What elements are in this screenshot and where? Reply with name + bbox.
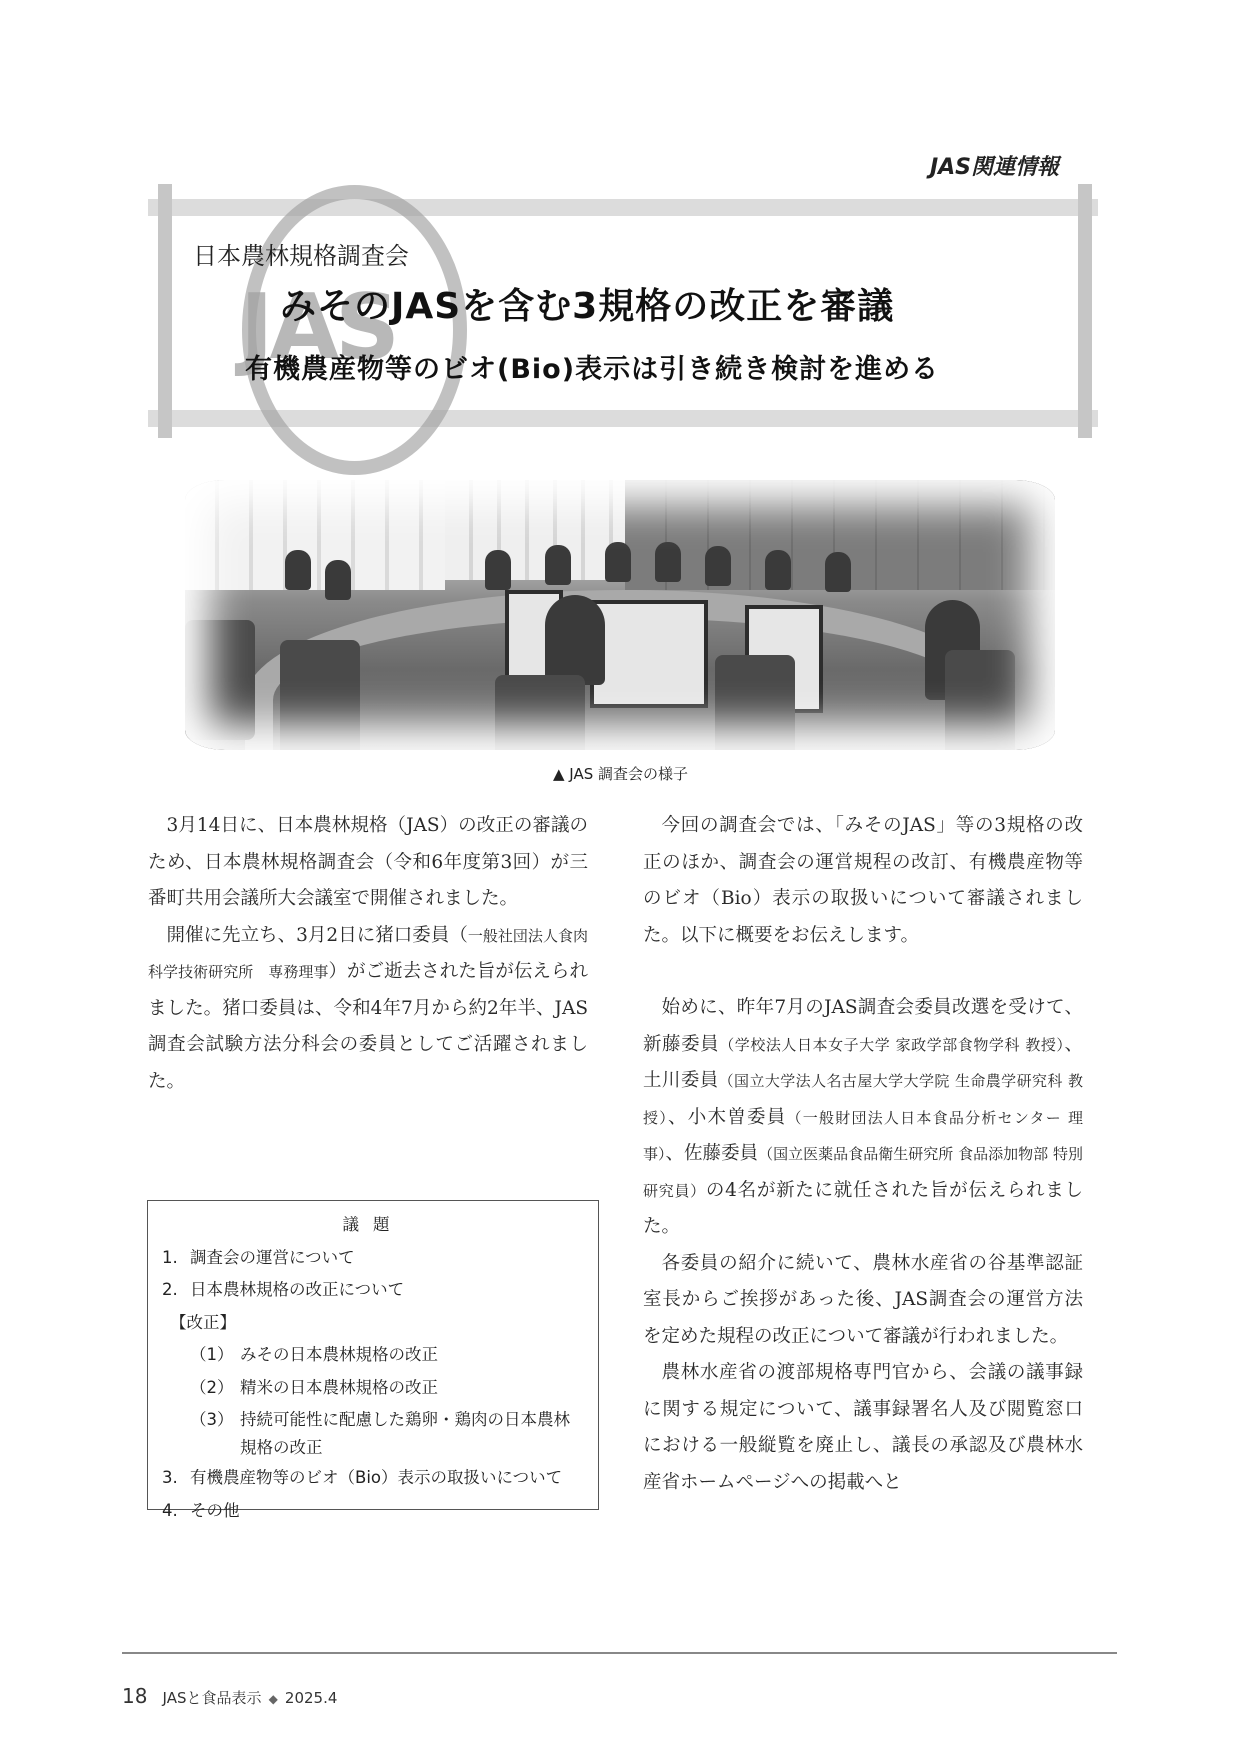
publication-name: JASと食品表示: [162, 1689, 262, 1707]
paragraph-text: 、小木曽委員: [668, 1106, 787, 1128]
agenda-item-text: 有機農産物等のビオ（Bio）表示の取扱いについて: [190, 1468, 563, 1487]
agenda-subitem-text: 持続可能性に配慮した鶏卵・鶏肉の日本農林規格の改正: [240, 1410, 570, 1457]
paragraph: 3月14日に、日本農林規格（JAS）の改正の審議のため、日本農林規格調査会（令和6年度第3回）が三番町共用会議所大会議室で開催されました。: [148, 815, 588, 909]
agenda-item: [162, 1242, 584, 1275]
agenda-box: [147, 1200, 599, 1520]
photo-caption: [0, 763, 1241, 784]
agenda-subitem-number: （1）: [190, 1345, 234, 1364]
paragraph-text: 開催に先立ち、3月2日に猪口委員（: [166, 924, 468, 946]
page-footer: [122, 1684, 337, 1708]
affiliation-note: （国立大学法人名古屋大学大学院 生命農学研究科 教授）: [643, 1072, 1083, 1127]
paragraph: 今回の調査会では、「みそのJAS」等の3規格の改正のほか、調査会の運営規程の改訂、有機農産物等のビオ（Bio）表示の取扱いについて審議されました。以下に概要をお伝えします。: [643, 815, 1083, 946]
agenda-item-number: 4.: [162, 1500, 178, 1520]
agenda-item: [162, 1462, 584, 1495]
agenda-item-text: 調査会の運営について: [190, 1247, 355, 1267]
agenda-item-text: その他: [190, 1500, 240, 1520]
paragraph: [148, 918, 588, 1101]
issue-date: 2025.4: [284, 1689, 338, 1707]
page-number: 18: [122, 1684, 148, 1708]
article-title: みそのJASを含む3規格の改正を審議: [280, 286, 895, 327]
paragraph-text: 、土川委員: [643, 1033, 1083, 1091]
affiliation-note: （国立医薬品食品衛生研究所 食品添加物部 特別研究員）: [643, 1145, 1083, 1200]
title-frame-left-bar: [158, 184, 172, 438]
agenda-subitem-text: みその日本農林規格の改正: [240, 1345, 438, 1364]
section-label: JAS関連情報: [929, 155, 1059, 180]
paragraph-text: 始めに、昨年7月のJAS調査会委員改選を受けて、新藤委員: [643, 997, 1083, 1055]
footer-divider: [122, 1652, 1117, 1654]
agenda-revision-label: 【改正】: [170, 1312, 236, 1332]
agenda-heading: 議題: [342, 1215, 404, 1234]
agenda-item: [162, 1495, 584, 1528]
agenda-subitem: [162, 1372, 584, 1405]
affiliation-note: （一般財団法人日本食品分析センター 理事）: [643, 1108, 1083, 1163]
agenda-item-number: 3.: [162, 1468, 178, 1487]
meeting-photo: [185, 480, 1055, 750]
caption-triangle-icon: ▲: [552, 765, 565, 783]
diamond-separator-icon: ◆: [268, 1692, 278, 1706]
agenda-subitem: [162, 1339, 584, 1372]
agenda-item-text: 日本農林規格の改正について: [190, 1280, 405, 1299]
affiliation-note: （学校法人日本女子大学 家政学部食物学科 教授）: [719, 1035, 1065, 1054]
affiliation-note: 一般社団法人食肉科学技術研究所 専務理事: [148, 926, 588, 981]
agenda-subitem-number: （3）: [190, 1410, 234, 1429]
paragraph: 各委員の紹介に続いて、農林水産省の谷基準認証室長からご挨拶があった後、JAS調査会の運営方法を定めた規程の改正について審議が行われました。: [643, 1252, 1083, 1347]
paragraph: [643, 990, 1083, 1246]
left-column: [148, 808, 588, 1100]
title-frame-right-bar: [1078, 184, 1092, 438]
agenda-subitem-text: 精米の日本農林規格の改正: [240, 1377, 438, 1397]
agenda-item: [162, 1274, 584, 1307]
agenda-subitem-number: （2）: [190, 1377, 234, 1397]
caption-text: JAS 調査会の様子: [569, 765, 689, 783]
paragraph-text: ）がご逝去された旨が伝えられました。猪口委員は、令和4年7月から約2年半、JAS調査会試験方法分科会の委員としてご活躍されました。: [148, 961, 588, 1092]
right-column: [643, 808, 1083, 1501]
paragraph: 農林水産省の渡部規格専門官から、会議の議事録に関する規定について、議事録署名人及び閲覧窓口における一般縦覧を廃止し、議長の承認及び農林水産省ホームページへの掲載へと: [643, 1362, 1083, 1493]
paragraph-text: 、佐藤委員: [665, 1143, 759, 1164]
article-kicker: 日本農林規格調査会: [193, 242, 409, 270]
jas-logo-watermark: JAS: [240, 275, 396, 380]
article-subtitle: 有機農産物等のビオ(Bio)表示は引き続き検討を進める: [245, 354, 940, 385]
agenda-subitem: [162, 1404, 584, 1462]
agenda-item-number: 1.: [162, 1247, 178, 1267]
photo-vignette: [185, 480, 1055, 750]
paragraph-text: の4名が新たに就任された旨が伝えられました。: [643, 1179, 1083, 1237]
agenda-item-number: 2.: [162, 1280, 178, 1299]
